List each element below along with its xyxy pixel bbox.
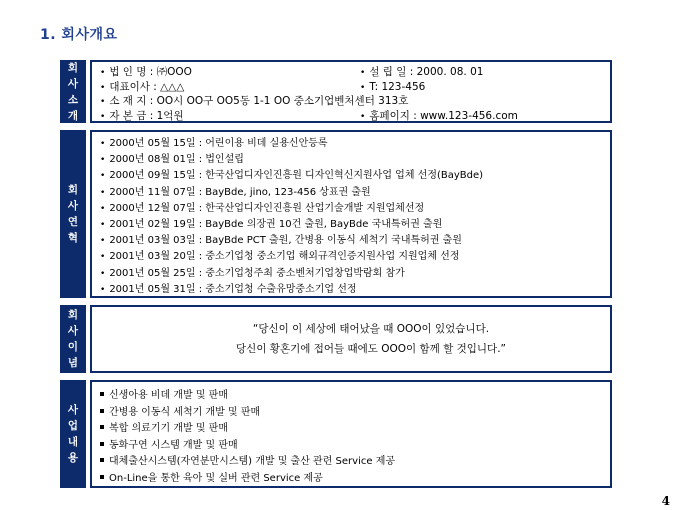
business-item: 복합 의료기기 개발 및 판매 <box>100 421 604 438</box>
business-item: 신생아용 비데 개발 및 판매 <box>100 388 604 405</box>
business-item: 간병용 이동식 세척기 개발 및 판매 <box>100 405 604 422</box>
square-bullet-icon <box>100 458 104 462</box>
history-item: • 2001년 02월 19일 : BayBde 의장권 10건 출원, BayBde 국내특허권 출원 <box>100 218 443 230</box>
company-name: 법 인 명 : ㈜OOO <box>109 66 192 78</box>
history-item: • 2000년 08월 01일 : 법인설립 <box>100 154 244 166</box>
history-item: • 2000년 11월 07일 : BayBde, jino, 123-456 상표권 출원 <box>100 186 371 198</box>
philosophy-section <box>60 305 612 373</box>
philosophy-line-2: 당신이 황혼기에 접어들 때에도 OOO이 함께 할 것입니다.” <box>236 343 506 355</box>
history-item: • 2000년 09월 15일 : 한국산업디자인진흥원 디자인혁신지원사업 업체 선정(BayBde) <box>100 170 484 182</box>
page-title: 1. 회사개요 <box>40 27 118 43</box>
history-label: 회 사 연 혁 <box>60 130 86 298</box>
philosophy-line-1: “당신이 이 세상에 태어났을 때 OOO이 있었습니다. <box>252 323 490 335</box>
history-box <box>90 130 612 298</box>
history-item: • 2000년 05월 15일 : 어린이용 비데 실용신안등록 <box>100 138 328 149</box>
square-bullet-icon <box>100 442 104 446</box>
business-section <box>60 380 612 488</box>
square-bullet-icon <box>100 475 104 479</box>
square-bullet-icon <box>100 392 104 396</box>
history-section <box>60 130 612 298</box>
homepage: 홈페이지 : www.123-456.com <box>369 109 518 122</box>
founded-date: 설 립 일 : 2000. 08. 01 <box>369 66 484 78</box>
business-box <box>90 380 612 488</box>
page-number: 4 <box>661 494 670 508</box>
phone-number: T: 123-456 <box>369 80 426 93</box>
info-row: • 법 인 명 : ㈜OOO • 설 립 일 : 2000. 08. 01 <box>100 66 484 78</box>
square-bullet-icon <box>100 409 104 413</box>
company-info-section <box>60 60 612 123</box>
capital: 자 본 금 : 1억원 <box>109 109 184 122</box>
company-info-label: 회 사 소 개 <box>60 60 86 123</box>
business-label: 사 업 내 용 <box>60 380 86 488</box>
business-item: On-Line을 통한 육아 및 실버 관련 Service 제공 <box>100 471 604 488</box>
business-item: 동화구연 시스템 개발 및 판매 <box>100 438 604 455</box>
history-item: • 2001년 05월 31일 : 중소기업청 수출유망중소기업 선정 <box>100 283 357 295</box>
history-item: • 2000년 12월 07일 : 한국산업디자인진흥원 산업기술개발 지원업체선정 <box>100 202 425 214</box>
business-item: 대체출산시스템(자연분만시스템) 개발 및 출산 관련 Service 제공 <box>100 454 604 471</box>
history-item: • 2001년 05월 25일 : 중소기업청주최 중소벤처기업창업박람회 참가 <box>100 267 405 279</box>
info-row: • 자 본 금 : 1억원 • 홈페이지 : www.123-456.com <box>100 109 518 122</box>
square-bullet-icon <box>100 425 104 429</box>
address: 소 재 지 : OO시 OO구 OO5동 1-1 OO 중소기업벤처센터 313호 <box>109 95 409 107</box>
company-info-box <box>90 60 612 123</box>
info-row: • 소 재 지 : OO시 OO구 OO5동 1-1 OO 중소기업벤처센터 313호 <box>100 95 409 107</box>
history-item: • 2001년 03월 03일 : BayBde PCT 출원, 간병용 이동식 세척기 국내특허권 출원 <box>100 235 462 247</box>
history-item: • 2001년 03월 20일 : 중소기업청 중소기업 해외규격인증지원사업 지원업체 선정 <box>100 251 460 263</box>
info-row: • 대표이사 : △△△ • T: 123-456 <box>100 80 426 93</box>
philosophy-box <box>90 305 612 373</box>
philosophy-label: 회 사 이 념 <box>60 305 86 373</box>
ceo-name: 대표이사 : △△△ <box>109 80 185 93</box>
